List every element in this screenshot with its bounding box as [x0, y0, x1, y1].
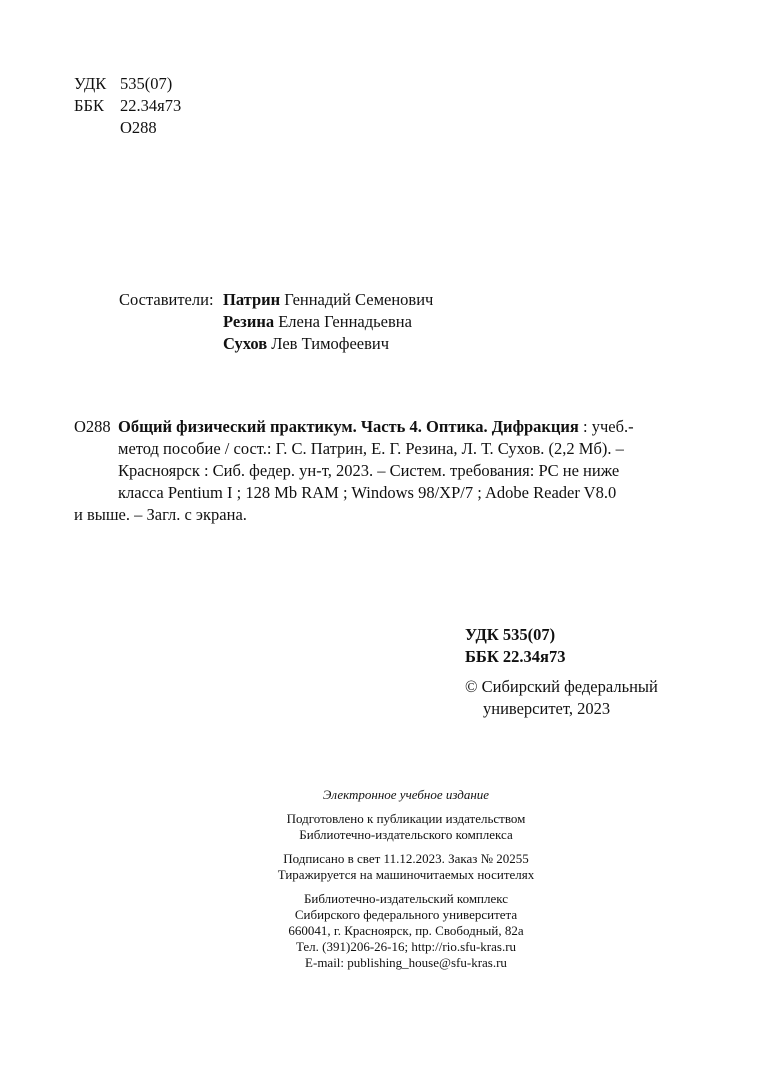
publisher-line: Библиотечно-издательский комплекс: [303, 891, 509, 906]
copyright-line: © Сибирский федеральный: [465, 677, 658, 696]
udk-value: 535(07): [120, 74, 173, 93]
copyright-block: [465, 624, 658, 720]
compiler-surname: Сухов: [223, 334, 268, 353]
compilers-label: Составители:: [119, 290, 214, 309]
compiler-names: Елена Геннадьевна: [278, 312, 412, 331]
biblio-line-2: метод пособие / сост.: Г. С. Патрин, Е. Г. Резина, Л. Т. Сухов. (2,2 Мб). –: [118, 439, 624, 458]
biblio-line-1-rest: : учеб.-: [578, 417, 634, 436]
compiler-row: [119, 289, 433, 311]
right-bbk-line: ББК 22.34я73: [465, 647, 566, 666]
author-code: О288: [120, 118, 157, 137]
publisher-line: Сибирского федерального университета: [294, 907, 518, 922]
contacts-line: Тел. (391)206-26-16; http://rio.sfu-kras.ru: [295, 939, 517, 954]
biblio-text: [118, 416, 691, 504]
compiler-names: Лев Тимофеевич: [271, 334, 390, 353]
biblio-line-4: класса Pentium I ; 128 Mb RAM ; Windows 98/XP/7 ; Adobe Reader V8.0: [118, 483, 617, 502]
copyright-line-cont: университет, 2023: [483, 699, 611, 718]
udk-row: [74, 73, 181, 95]
signed-line: Подписано в свет 11.12.2023. Заказ № 20255: [283, 851, 529, 866]
email-line: E-mail: publishing_house@sfu-kras.ru: [305, 955, 507, 970]
media-line: Тиражируется на машиночитаемых носителях: [277, 867, 535, 882]
compiler-surname: Резина: [223, 312, 275, 331]
biblio-line-3: Красноярск : Сиб. федер. ун-т, 2023. – Систем. требования: PC не ниже: [118, 461, 620, 480]
compiler-names: Геннадий Семенович: [284, 290, 434, 309]
compiler-surname: Патрин: [223, 290, 281, 309]
biblio-line-5: и выше. – Загл. с экрана.: [74, 505, 247, 524]
bbk-row: [74, 95, 181, 117]
udk-label: УДК: [74, 74, 107, 93]
address-line: 660041, г. Красноярск, пр. Свободный, 82а: [288, 923, 524, 938]
bbk-value: 22.34я73: [120, 96, 182, 115]
bbk-label: ББК: [74, 96, 104, 115]
right-udk-line: УДК 535(07): [465, 625, 556, 644]
bibliographic-description: [74, 416, 691, 526]
imprint-footer: [0, 787, 764, 979]
compiler-row: [119, 333, 433, 355]
biblio-code: О288: [74, 417, 111, 436]
compilers-block: [119, 289, 433, 355]
edition-type: Электронное учебное издание: [322, 787, 490, 802]
book-title: Общий физический практикум. Часть 4. Оптика. Дифракция: [118, 417, 579, 436]
prepared-line: Библиотечно-издательского комплекса: [299, 827, 513, 842]
prepared-line: Подготовлено к публикации издательством: [286, 811, 526, 826]
compiler-row: [119, 311, 433, 333]
classification-header: [74, 73, 181, 139]
